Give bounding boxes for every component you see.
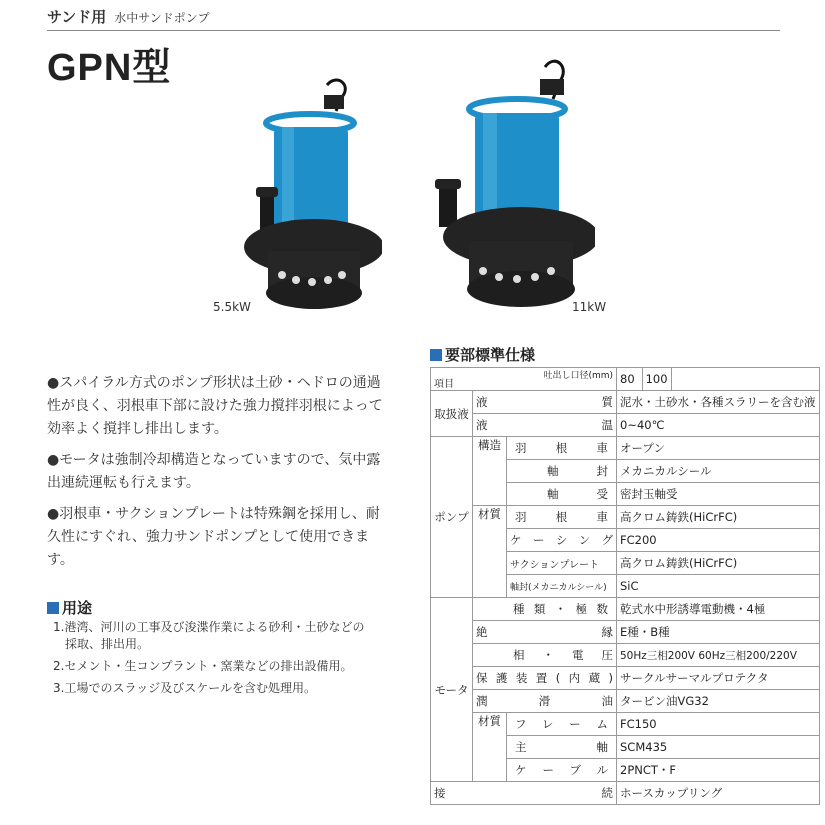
subcategory-label: 水中サンドポンプ: [114, 11, 210, 25]
model-title: GPN型: [47, 47, 172, 89]
table-row: 保護装置(内蔵) サークルサーマルプロテクタ: [431, 667, 820, 690]
usage-item: 2.セメント・生コンプラント・窯業などの排出設備用。: [53, 659, 353, 673]
table-row: 軸受 密封玉軸受: [431, 483, 820, 506]
pump-image-5-5kw: [232, 75, 382, 320]
pump-image-11kw: [425, 55, 595, 320]
table-row: 材質 フレーム FC150: [431, 713, 820, 736]
feature-item: ●スパイラル方式のポンプ形状は土砂・ヘドロの通過性が良く、羽根車下部に設けた強力撹拌羽根によって効率よく撹拌し排出します。: [47, 375, 383, 437]
usage-item: 1.港湾、河川の工事及び浚渫作業による砂利・土砂などの: [53, 620, 365, 634]
feature-item: ●モータは強制冷却構造となっていますので、気中露出連続運転も行えます。: [47, 452, 381, 491]
spec-table: [430, 367, 820, 805]
table-row: 主軸 SCM435: [431, 736, 820, 759]
table-row: 相・電圧 50Hz三相200V 60Hz三相200/220V: [431, 644, 820, 667]
table-row: 接続 ホースカップリング: [431, 782, 820, 805]
table-row: 絶縁 E種・B種: [431, 621, 820, 644]
square-bullet-icon: [47, 602, 59, 614]
table-row: ケーブル 2PNCT・F: [431, 759, 820, 782]
table-row: モータ 種類・極数 乾式水中形誘導電動機・4極: [431, 598, 820, 621]
usage-item: 3.工場でのスラッジ及びスケールを含む処理用。: [53, 681, 316, 695]
spec-heading: 要部標準仕様: [430, 344, 535, 365]
table-row: 軸封(メカニカルシール) SiC: [431, 575, 820, 598]
table-row: 潤滑油 タービン油VG32: [431, 690, 820, 713]
table-row: [431, 368, 820, 391]
usage-heading: 用途: [47, 597, 92, 618]
table-row: ケーシング FC200: [431, 529, 820, 552]
table-row: 軸封 メカニカルシール: [431, 460, 820, 483]
header-rule: [47, 30, 780, 31]
feature-list: [47, 372, 392, 572]
bore-80: 80: [617, 368, 643, 391]
table-row: サクションプレート 高クロム鋳鉄(HiCrFC): [431, 552, 820, 575]
usage-item: 採取、排出用。: [65, 637, 150, 651]
image-caption-5-5kw: 5.5kW: [213, 300, 251, 314]
image-caption-11kw: 11kW: [572, 300, 607, 314]
item-header-cell: 吐出し口径(mm) 項目: [431, 368, 617, 391]
category-title: [47, 6, 210, 27]
category-label: サンド用: [47, 8, 107, 26]
table-row: 液温 0~40℃: [431, 414, 820, 437]
feature-item: ●羽根車・サクションプレートは特殊鋼を採用し、耐久性にすぐれ、強力サンドポンプとして使用できます。: [47, 506, 380, 568]
usage-list: [53, 619, 398, 697]
table-row: 取扱液 液質 泥水・土砂水・各種スラリーを含む液: [431, 391, 820, 414]
table-row: ポンプ 構造 羽根車 オープン: [431, 437, 820, 460]
table-row: 材質 羽根車 高クロム鋳鉄(HiCrFC): [431, 506, 820, 529]
square-bullet-icon: [430, 349, 442, 361]
bore-100: 100: [642, 368, 819, 391]
